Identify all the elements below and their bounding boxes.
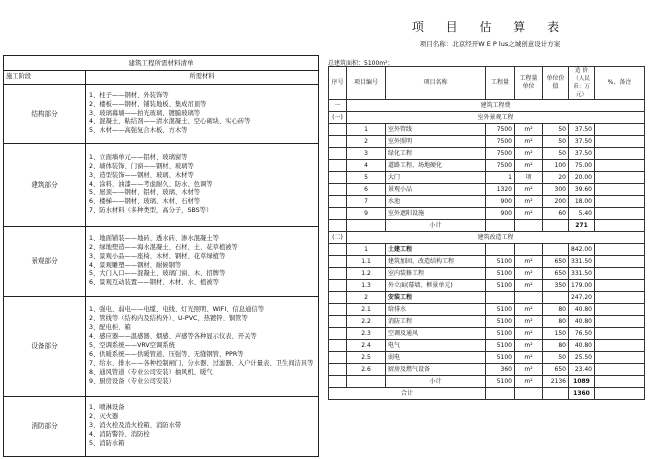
item-price: 100 — [543, 160, 569, 172]
estimate-row — [329, 148, 645, 160]
item-qty: 360 — [486, 364, 515, 376]
item-qty: 5100 — [486, 268, 515, 280]
item-total: 179.00 — [569, 280, 595, 292]
item-qty: 5100 — [486, 316, 515, 328]
item-no: 2.6 — [347, 364, 386, 376]
estimate-row — [329, 388, 645, 400]
material-item: 1、喷淋设备 — [89, 404, 125, 412]
item-name: 道路工程、场地硬化 — [386, 160, 486, 172]
col-price: 单位价值 — [543, 67, 569, 100]
item-price: 80 — [543, 340, 569, 352]
row-no — [329, 244, 347, 256]
material-item: 5、空调系统——VRV空调系统 — [89, 342, 175, 350]
item-note — [595, 184, 645, 196]
item-price: 80 — [543, 304, 569, 316]
item-price: 50 — [543, 136, 569, 148]
item-note — [595, 196, 645, 208]
item-no: 2.3 — [347, 328, 386, 340]
item-note — [595, 340, 645, 352]
item-name: 室外照明 — [386, 136, 486, 148]
item-note — [595, 304, 645, 316]
estimate-row — [329, 136, 645, 148]
material-item: 4、感应器——温感器、烟感、声感等各种显示仪表、开关等 — [89, 333, 257, 341]
material-item: 1、立面墙单元——铝材、玻璃窗等 — [89, 153, 188, 161]
item-name: 土建工程 — [386, 244, 486, 256]
item-unit: m² — [515, 124, 543, 136]
item-note — [595, 376, 645, 388]
item-note — [595, 292, 645, 304]
material-item: 4、景观雕塑——钢材、耐候钢等 — [89, 261, 182, 269]
total-value: 1360 — [569, 388, 595, 400]
item-price: 650 — [543, 256, 569, 268]
item-total: 40.80 — [569, 316, 595, 328]
item-qty: 5100 — [486, 352, 515, 364]
item-name: 室外管线 — [386, 124, 486, 136]
material-item: 7、给水、排水——各种控制闸门、分水器、过滤器、入户计量表、卫生间洁具等 — [89, 359, 314, 367]
material-item: 1、强电、弱电——电缆、电线、灯光照明、WIFI、信息通信等 — [89, 306, 264, 314]
table-row — [4, 227, 319, 297]
stage-cell: 结构部分 — [4, 85, 86, 144]
item-name: 室外遮阳设施 — [386, 208, 486, 220]
item-qty: 5100 — [486, 256, 515, 268]
item-note — [595, 364, 645, 376]
item-name: 弱电 — [386, 352, 486, 364]
item-qty: 900 — [486, 196, 515, 208]
materials-table-title: 建筑工程所需材料清单 — [4, 56, 319, 71]
item-note — [595, 316, 645, 328]
total-building-area: 总建筑面积：5100m²； — [328, 60, 394, 67]
col-no: 序号 — [329, 67, 347, 100]
stage-cell: 消防部分 — [4, 397, 86, 457]
material-item: 9、厨房设备（专业公司安装） — [89, 377, 175, 385]
estimate-table — [328, 66, 645, 400]
item-unit: m² — [515, 328, 543, 340]
item-unit: 项 — [515, 172, 543, 184]
item-unit — [515, 244, 543, 256]
item-unit: m² — [515, 196, 543, 208]
item-note — [595, 256, 645, 268]
item-note — [595, 244, 645, 256]
item-total: 37.50 — [569, 148, 595, 160]
section-label: 建筑改造工程 — [347, 232, 645, 244]
row-no — [329, 352, 347, 364]
item-unit: m² — [515, 256, 543, 268]
materials-table — [3, 55, 319, 457]
estimate-row — [329, 208, 645, 220]
item-no: 2.4 — [347, 340, 386, 352]
item-note — [595, 352, 645, 364]
material-item: 3、消火栓及消火栓箱、消防水带 — [89, 422, 182, 430]
item-name: 建筑加固、改造结构工程 — [386, 256, 486, 268]
row-no — [329, 172, 347, 184]
item-total: 842.00 — [569, 244, 595, 256]
item-no: 1 — [347, 244, 386, 256]
item-no: 2.1 — [347, 304, 386, 316]
estimate-row — [329, 376, 645, 388]
section-no: (一) — [329, 112, 347, 124]
row-no — [329, 256, 347, 268]
item-total: 20.00 — [569, 172, 595, 184]
material-item: 4、消防警铃、消防栓 — [89, 430, 150, 438]
material-item: 1、柱子——钢材、外装饰等 — [89, 91, 169, 99]
item-qty — [486, 292, 515, 304]
material-item: 2、墙体装饰、门窗——钢材、玻璃等 — [89, 162, 194, 170]
estimate-row — [329, 160, 645, 172]
estimate-row — [329, 196, 645, 208]
row-no — [329, 268, 347, 280]
item-unit: m² — [515, 268, 543, 280]
item-note — [595, 328, 645, 340]
row-no — [329, 196, 347, 208]
col-note: %、备注 — [595, 67, 645, 100]
item-price: 350 — [543, 280, 569, 292]
item-name: 空调及通风 — [386, 328, 486, 340]
material-item: 2、绿地塑造——海水混凝土、石材、土、花草植被等 — [89, 243, 238, 251]
item-note — [595, 220, 645, 232]
item-no: 5 — [347, 172, 386, 184]
section-label: 室外景观工程 — [347, 112, 645, 124]
item-note — [595, 208, 645, 220]
estimate-row — [329, 112, 645, 124]
material-item: 2、楼板——钢材、铺装地板、集成吊顶等 — [89, 100, 207, 108]
item-qty — [486, 244, 515, 256]
item-no: 1.3 — [347, 280, 386, 292]
estimate-row — [329, 244, 645, 256]
subtotal-price: 2136 — [543, 376, 569, 388]
item-no: 3 — [347, 148, 386, 160]
item-no: 1 — [347, 124, 386, 136]
row-no — [329, 376, 347, 388]
item-qty: 5100 — [486, 328, 515, 340]
item-unit — [515, 292, 543, 304]
item-price — [543, 244, 569, 256]
row-no — [329, 292, 347, 304]
item-name: 消防工程 — [386, 316, 486, 328]
row-no — [329, 160, 347, 172]
subtotal-label: 小计 — [386, 376, 486, 388]
item-no — [347, 220, 386, 232]
item-qty: 1320 — [486, 184, 515, 196]
row-no — [329, 340, 347, 352]
item-name: 电气 — [386, 340, 486, 352]
item-note — [595, 124, 645, 136]
item-unit: m² — [515, 304, 543, 316]
item-unit: m² — [515, 136, 543, 148]
item-price: 650 — [543, 364, 569, 376]
item-total: 40.80 — [569, 340, 595, 352]
item-unit: m² — [515, 364, 543, 376]
item-no — [347, 376, 386, 388]
row-no — [329, 304, 347, 316]
item-name: 给排水 — [386, 304, 486, 316]
item-total: 37.50 — [569, 136, 595, 148]
table-row — [4, 397, 319, 457]
item-total: 331.50 — [569, 268, 595, 280]
row-no — [329, 328, 347, 340]
item-qty: 5100 — [486, 340, 515, 352]
item-qty: 7500 — [486, 136, 515, 148]
estimate-row — [329, 184, 645, 196]
item-price: 60 — [543, 208, 569, 220]
item-no: 4 — [347, 160, 386, 172]
item-name: 大门 — [386, 172, 486, 184]
group-no: 一 — [329, 100, 347, 112]
group-label: 建筑工程费 — [347, 100, 645, 112]
row-no — [329, 316, 347, 328]
row-no — [329, 124, 347, 136]
item-price: 20 — [543, 172, 569, 184]
estimate-row — [329, 268, 645, 280]
item-note — [595, 160, 645, 172]
item-name: 室内装修工程 — [386, 268, 486, 280]
material-item: 6、景观互动装置——钢材、木材、水、植被等 — [89, 279, 219, 287]
material-item: 5、消防水箱 — [89, 439, 125, 447]
item-price: 50 — [543, 352, 569, 364]
row-no — [329, 220, 347, 232]
project-name: 项目名称：北京经开W E P lus之城创意设计方案 — [419, 40, 561, 48]
item-note — [595, 268, 645, 280]
material-item: 5、木材——高强复合木板、方木等 — [89, 127, 188, 135]
material-item: 5、屋顶——钢材、铝材、玻璃、木材等 — [89, 189, 201, 197]
row-no — [329, 208, 347, 220]
col-unit: 工程量单位 — [515, 67, 543, 100]
item-qty: 5100 — [486, 280, 515, 292]
total-price — [543, 388, 569, 400]
item-note — [595, 280, 645, 292]
item-note — [595, 172, 645, 184]
estimate-row — [329, 364, 645, 376]
item-no: 2.2 — [347, 316, 386, 328]
materials-cell — [86, 85, 319, 144]
item-unit: m² — [515, 208, 543, 220]
item-name: 景观小品 — [386, 184, 486, 196]
stage-header: 施工阶段 — [4, 71, 86, 85]
item-total: 40.80 — [569, 304, 595, 316]
item-no: 1.2 — [347, 268, 386, 280]
item-unit: m² — [515, 184, 543, 196]
material-item: 7、防水材料（多种类型，高分子，SBS等） — [89, 207, 213, 215]
material-item: 2、管线等（结构内及结构外）、U-PVC、热镀锌、铜管等 — [89, 315, 248, 323]
item-price: 300 — [543, 184, 569, 196]
item-no: 2.5 — [347, 352, 386, 364]
item-price: 50 — [543, 124, 569, 136]
materials-cell — [86, 397, 319, 457]
item-total: 75.00 — [569, 160, 595, 172]
estimate-row — [329, 100, 645, 112]
material-item: 4、混凝土、粘结剂——清水混凝土、空心砌块、实心砖等 — [89, 118, 251, 126]
material-item: 5、大门入口——混凝土、玻璃门窗、木、招牌等 — [89, 270, 226, 278]
estimate-row — [329, 172, 645, 184]
section-no: (二) — [329, 232, 347, 244]
item-unit: m² — [515, 148, 543, 160]
subtotal-qty — [486, 220, 515, 232]
item-note — [595, 136, 645, 148]
item-price: 150 — [543, 328, 569, 340]
item-no: 7 — [347, 196, 386, 208]
item-qty: 7500 — [486, 124, 515, 136]
materials-cell — [86, 297, 319, 397]
table-row — [4, 144, 319, 227]
row-no — [329, 148, 347, 160]
item-price: 200 — [543, 196, 569, 208]
row-no — [329, 184, 347, 196]
estimate-row — [329, 220, 645, 232]
material-item: 2、灭火器 — [89, 413, 119, 421]
item-total: 5.40 — [569, 208, 595, 220]
estimate-row — [329, 232, 645, 244]
material-item: 8、通风管道（专业公司安装）抽风机、暖气 — [89, 368, 213, 376]
item-total: 25.50 — [569, 352, 595, 364]
item-total: 39.60 — [569, 184, 595, 196]
estimate-row — [329, 124, 645, 136]
row-no — [329, 136, 347, 148]
estimate-row — [329, 352, 645, 364]
col-name: 项目名称 — [386, 67, 486, 100]
material-item: 3、配电柜、箱 — [89, 324, 131, 332]
material-item: 6、楼梯——钢材、玻璃、木材、石材等 — [89, 198, 201, 206]
item-total: 37.50 — [569, 124, 595, 136]
col-qty: 工程量 — [486, 67, 515, 100]
col-item-no: 项目编号 — [347, 67, 386, 100]
item-price: 50 — [543, 148, 569, 160]
item-name: 外立面(幕墙、框景单元) — [386, 280, 486, 292]
item-price — [543, 292, 569, 304]
subtotal-value: 1089 — [569, 376, 595, 388]
item-total: 247.20 — [569, 292, 595, 304]
estimate-row — [329, 328, 645, 340]
estimate-row — [329, 340, 645, 352]
stage-cell: 建筑部分 — [4, 144, 86, 227]
row-no — [329, 280, 347, 292]
col-total: 造 价（人民币：万元） — [569, 67, 595, 100]
estimate-title: 项 目 估 算 表 — [411, 20, 569, 34]
material-item: 3、玻璃幕墙——拍光玻璃、镀膜玻璃等 — [89, 109, 201, 117]
estimate-row — [329, 256, 645, 268]
table-row — [4, 297, 319, 397]
materials-cell — [86, 144, 319, 227]
material-item: 3、景观小品——座椅、木材、钢材、花草绿植等 — [89, 252, 226, 260]
item-name: 厨房及燃气设备 — [386, 364, 486, 376]
estimate-row — [329, 304, 645, 316]
item-unit: m² — [515, 340, 543, 352]
total-unit — [515, 388, 543, 400]
item-unit: m² — [515, 280, 543, 292]
stage-cell: 设备部分 — [4, 297, 86, 397]
material-item: 6、供暖系统——供暖管道、压强等、无缝钢管、PPR等 — [89, 350, 244, 358]
total-qty — [486, 388, 515, 400]
item-unit: m² — [515, 316, 543, 328]
item-note — [595, 388, 645, 400]
item-total: 23.40 — [569, 364, 595, 376]
item-price: 650 — [543, 268, 569, 280]
item-no: 6 — [347, 184, 386, 196]
materials-cell — [86, 227, 319, 297]
item-no: 9 — [347, 208, 386, 220]
item-name: 绿化工程 — [386, 148, 486, 160]
estimate-row — [329, 292, 645, 304]
item-name: 水池 — [386, 196, 486, 208]
subtotal-price — [543, 220, 569, 232]
stage-cell: 景观部分 — [4, 227, 86, 297]
item-qty: 1 — [486, 172, 515, 184]
material-item: 3、造型装饰——钢材、玻璃、木材等 — [89, 171, 194, 179]
item-no: 2 — [347, 292, 386, 304]
item-note — [595, 148, 645, 160]
item-total: 18.00 — [569, 196, 595, 208]
material-item: 4、涂料、油漆——考虑耐久、防水、色调等 — [89, 180, 213, 188]
item-qty: 5100 — [486, 304, 515, 316]
subtotal-unit — [515, 220, 543, 232]
table-row — [4, 85, 319, 144]
estimate-row — [329, 316, 645, 328]
item-qty: 900 — [486, 208, 515, 220]
item-unit: m² — [515, 160, 543, 172]
item-price: 80 — [543, 316, 569, 328]
subtotal-unit: m² — [515, 376, 543, 388]
item-total: 331.50 — [569, 256, 595, 268]
subtotal-qty: 5100 — [486, 376, 515, 388]
row-no — [329, 364, 347, 376]
item-unit: m² — [515, 352, 543, 364]
item-no: 1.1 — [347, 256, 386, 268]
item-qty: 7500 — [486, 160, 515, 172]
item-total: 76.50 — [569, 328, 595, 340]
estimate-row — [329, 280, 645, 292]
subtotal-value: 271 — [569, 220, 595, 232]
item-name: 安装工程 — [386, 292, 486, 304]
total-label: 合计 — [329, 388, 486, 400]
item-qty: 7500 — [486, 148, 515, 160]
subtotal-label: 小计 — [386, 220, 486, 232]
item-no: 2 — [347, 136, 386, 148]
materials-header: 所需材料 — [86, 71, 319, 85]
material-item: 1、地面铺装——地砖、透水砖、渗水混凝土等 — [89, 234, 219, 242]
